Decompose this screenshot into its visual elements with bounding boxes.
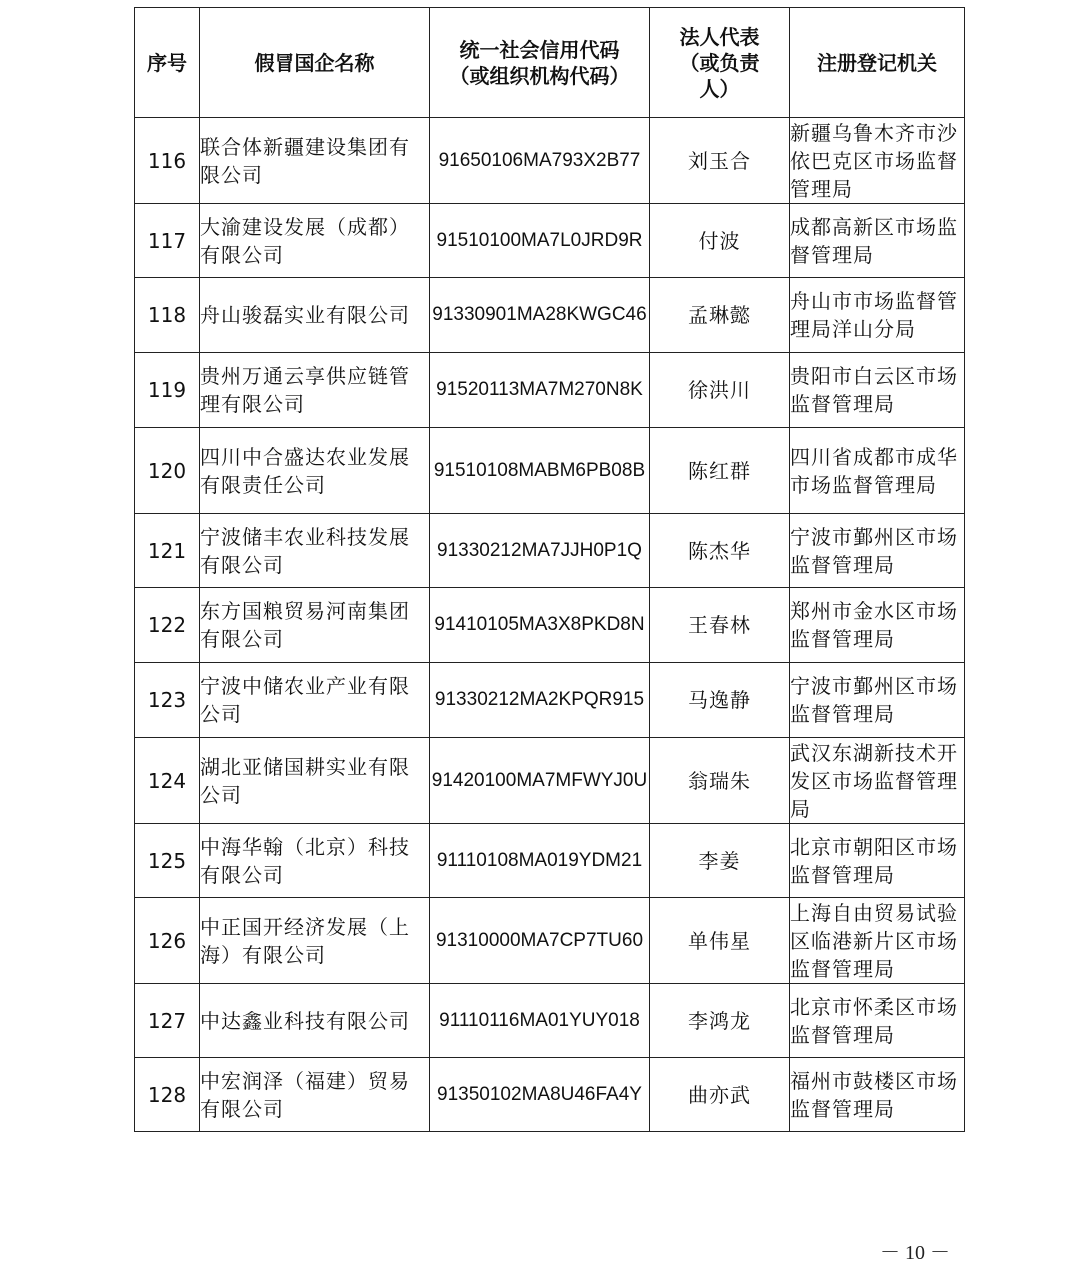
cell-legal-rep: 曲亦武 [650,1058,790,1132]
cell-credit-code: 91110116MA01YUY018 [430,984,650,1058]
table-row [135,204,965,278]
cell-authority: 北京市朝阳区市场监督管理局 [790,824,965,898]
cell-credit-code: 91310000MA7CP7TU60 [430,898,650,984]
table-row [135,898,965,984]
cell-legal-rep: 单伟星 [650,898,790,984]
cell-credit-code: 91330212MA2KPQR915 [430,663,650,738]
cell-authority: 宁波市鄞州区市场监督管理局 [790,663,965,738]
cell-legal-rep: 马逸静 [650,663,790,738]
cell-company-name: 宁波中储农业产业有限公司 [200,663,430,738]
cell-credit-code: 91510108MABM6PB08B [430,428,650,514]
header-authority: 注册登记机关 [790,8,965,118]
cell-company-name: 贵州万通云享供应链管理有限公司 [200,353,430,428]
cell-authority: 上海自由贸易试验区临港新片区市场监督管理局 [790,898,965,984]
cell-company-name: 湖北亚储国耕实业有限公司 [200,738,430,824]
cell-index: 122 [135,588,200,663]
cell-authority: 武汉东湖新技术开发区市场监督管理局 [790,738,965,824]
table-row [135,824,965,898]
counterfeit-soe-table [134,7,965,1132]
cell-index: 117 [135,204,200,278]
cell-legal-rep: 李鸿龙 [650,984,790,1058]
cell-authority: 北京市怀柔区市场监督管理局 [790,984,965,1058]
cell-legal-rep: 陈红群 [650,428,790,514]
cell-authority: 贵阳市白云区市场监督管理局 [790,353,965,428]
cell-company-name: 中正国开经济发展（上海）有限公司 [200,898,430,984]
cell-credit-code: 91420100MA7MFWYJ0U [430,738,650,824]
cell-credit-code: 91350102MA8U46FA4Y [430,1058,650,1132]
table-row [135,738,965,824]
cell-company-name: 东方国粮贸易河南集团有限公司 [200,588,430,663]
cell-credit-code: 91330901MA28KWGC46 [430,278,650,353]
page-number: － 10 － [880,1242,950,1264]
cell-index: 123 [135,663,200,738]
cell-authority: 四川省成都市成华市场监督管理局 [790,428,965,514]
cell-company-name: 中达鑫业科技有限公司 [200,984,430,1058]
cell-legal-rep: 刘玉合 [650,118,790,204]
header-rep: 法人代表（或负责人） [650,8,790,118]
cell-index: 126 [135,898,200,984]
cell-credit-code: 91650106MA793X2B77 [430,118,650,204]
cell-index: 119 [135,353,200,428]
cell-credit-code: 91410105MA3X8PKD8N [430,588,650,663]
table-row [135,588,965,663]
cell-company-name: 大渝建设发展（成都）有限公司 [200,204,430,278]
cell-index: 128 [135,1058,200,1132]
cell-company-name: 舟山骏磊实业有限公司 [200,278,430,353]
cell-company-name: 四川中合盛达农业发展有限责任公司 [200,428,430,514]
cell-index: 118 [135,278,200,353]
cell-authority: 福州市鼓楼区市场监督管理局 [790,1058,965,1132]
table-row [135,118,965,204]
cell-index: 125 [135,824,200,898]
cell-index: 124 [135,738,200,824]
cell-credit-code: 91520113MA7M270N8K [430,353,650,428]
cell-index: 120 [135,428,200,514]
cell-legal-rep: 付波 [650,204,790,278]
table-row [135,428,965,514]
cell-credit-code: 91110108MA019YDM21 [430,824,650,898]
cell-credit-code: 91330212MA7JJH0P1Q [430,514,650,588]
cell-index: 116 [135,118,200,204]
table-row [135,1058,965,1132]
table-row [135,353,965,428]
cell-index: 127 [135,984,200,1058]
cell-legal-rep: 孟琳懿 [650,278,790,353]
cell-company-name: 联合体新疆建设集团有限公司 [200,118,430,204]
table-row [135,514,965,588]
cell-legal-rep: 徐洪川 [650,353,790,428]
table-row [135,278,965,353]
cell-company-name: 中海华翰（北京）科技有限公司 [200,824,430,898]
cell-company-name: 中宏润泽（福建）贸易有限公司 [200,1058,430,1132]
cell-credit-code: 91510100MA7L0JRD9R [430,204,650,278]
header-name: 假冒国企名称 [200,8,430,118]
cell-index: 121 [135,514,200,588]
cell-company-name: 宁波储丰农业科技发展有限公司 [200,514,430,588]
cell-authority: 新疆乌鲁木齐市沙依巴克区市场监督管理局 [790,118,965,204]
cell-legal-rep: 陈杰华 [650,514,790,588]
cell-authority: 宁波市鄞州区市场监督管理局 [790,514,965,588]
cell-authority: 郑州市金水区市场监督管理局 [790,588,965,663]
cell-legal-rep: 翁瑞朱 [650,738,790,824]
table-row [135,663,965,738]
table-row [135,984,965,1058]
header-index: 序号 [135,8,200,118]
cell-authority: 舟山市市场监督管理局洋山分局 [790,278,965,353]
cell-authority: 成都高新区市场监督管理局 [790,204,965,278]
cell-legal-rep: 李姜 [650,824,790,898]
cell-legal-rep: 王春林 [650,588,790,663]
table-header-row [135,8,965,118]
header-code: 统一社会信用代码（或组织机构代码） [430,8,650,118]
